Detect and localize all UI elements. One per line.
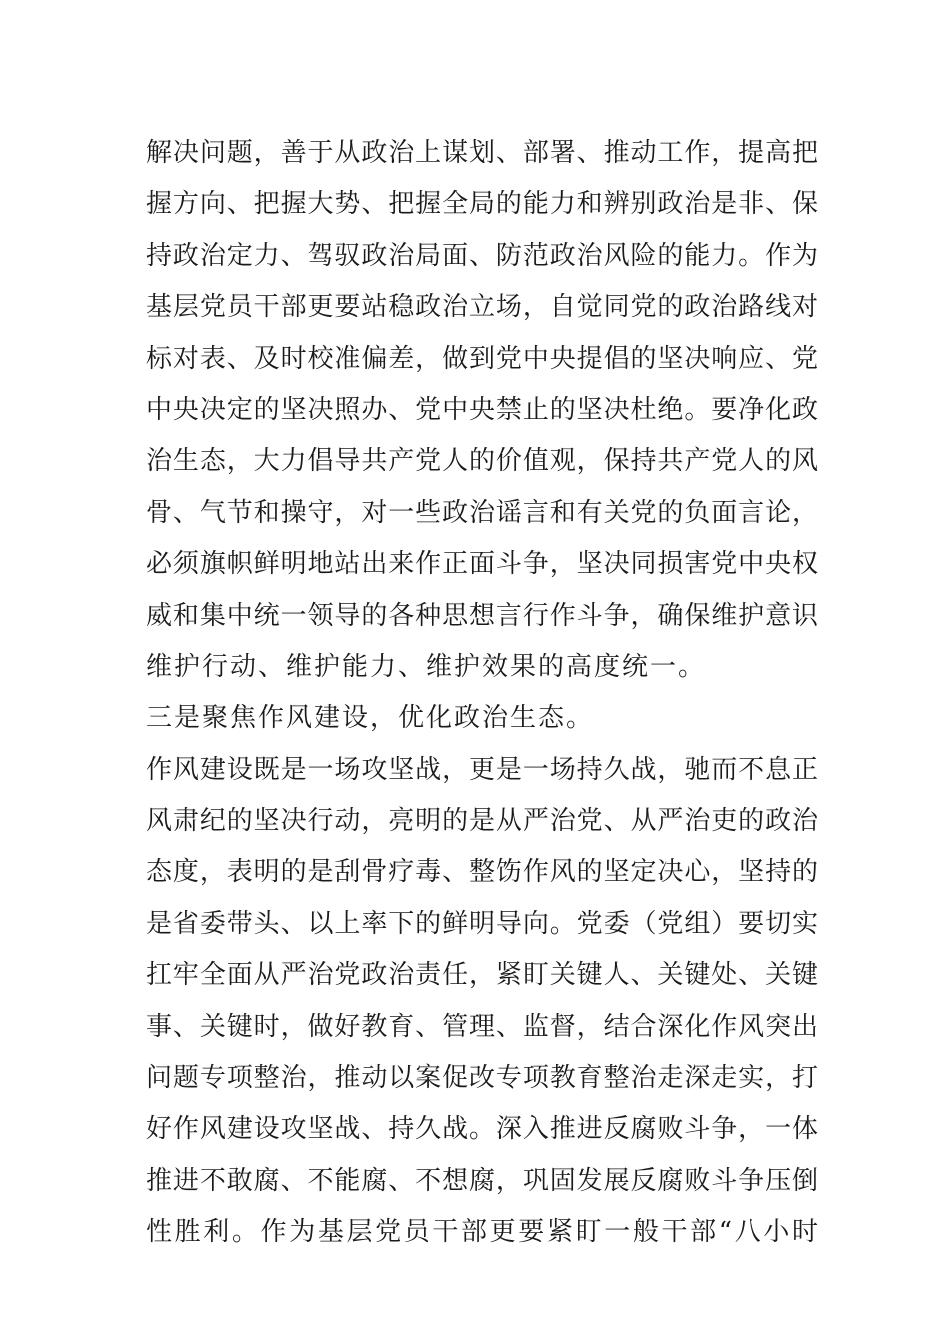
- text-line: 骨、气节和操守，对一些政治谣言和有关党的负面言论，: [146, 497, 818, 528]
- text-line: 性胜利。作为基层党员干部更要紧盯一般干部“八小时: [146, 1217, 818, 1248]
- text-line: 作风建设既是一场攻坚战，更是一场持久战，驰而不息正: [146, 754, 818, 785]
- text-line: 好作风建设攻坚战、持久战。深入推进反腐败斗争，一体: [146, 1114, 818, 1145]
- text-line: 问题专项整治，推动以案促改专项教育整治走深走实，打: [146, 1063, 818, 1094]
- text-line: 握方向、把握大势、把握全局的能力和辨别政治是非、保: [146, 189, 818, 220]
- text-line: 基层党员干部更要站稳政治立场，自觉同党的政治路线对: [146, 292, 818, 323]
- text-line: 治生态，大力倡导共产党人的价值观，保持共产党人的风: [146, 446, 818, 477]
- text-line: 态度，表明的是刮骨疗毒、整饬作风的坚定决心，坚持的: [146, 857, 818, 888]
- text-line: 事、关键时，做好教育、管理、监督，结合深化作风突出: [146, 1011, 818, 1042]
- document-body: [146, 128, 818, 1259]
- text-line: 推进不敢腐、不能腐、不想腐，巩固发展反腐败斗争压倒: [146, 1165, 818, 1196]
- text-line: 扛牢全面从严治党政治责任，紧盯关键人、关键处、关键: [146, 960, 818, 991]
- text-line: 必须旗帜鲜明地站出来作正面斗争，坚决同损害党中央权: [146, 549, 818, 580]
- section-heading: 三是聚焦作风建设，优化政治生态。: [146, 703, 595, 734]
- text-line: 威和集中统一领导的各种思想言行作斗争，确保维护意识: [146, 600, 818, 631]
- text-line: 风肃纪的坚决行动，亮明的是从严治党、从严治吏的政治: [146, 806, 818, 837]
- paragraph-end-line: 维护行动、维护能力、维护效果的高度统一。: [146, 651, 707, 682]
- text-line: 是省委带头、以上率下的鲜明导向。党委（党组）要切实: [146, 908, 818, 939]
- text-line: 中央决定的坚决照办、党中央禁止的坚决杜绝。要净化政: [146, 394, 818, 425]
- text-line: 标对表、及时校准偏差，做到党中央提倡的坚决响应、党: [146, 343, 818, 374]
- text-line: 持政治定力、驾驭政治局面、防范政治风险的能力。作为: [146, 240, 818, 271]
- text-line: 解决问题，善于从政治上谋划、部署、推动工作，提高把: [146, 138, 818, 168]
